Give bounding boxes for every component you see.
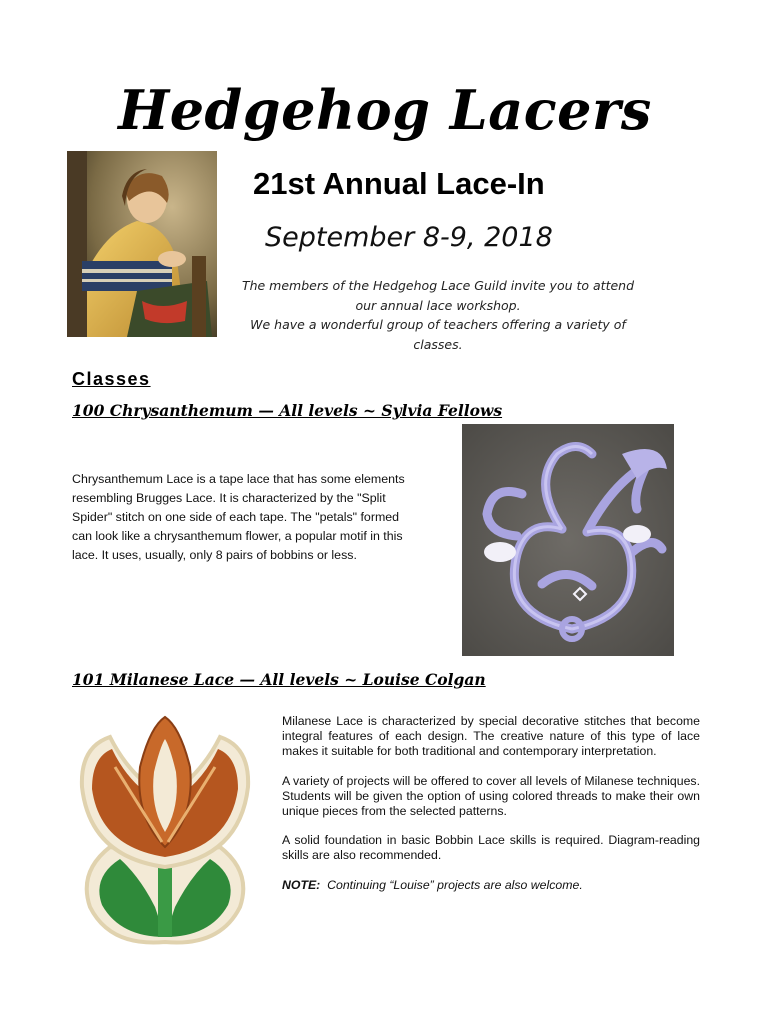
intro-line: The members of the Hedgehog Lace Guild invite you to attend: [241, 278, 635, 293]
description-paragraph: A variety of projects will be offered to cover all levels of Milanese techniques. Students will be given the option of using colored threads to make their own unique pieces from the selected patterns.: [282, 773, 700, 819]
intro-line: classes.: [413, 336, 463, 352]
intro-line: our annual lace workshop.: [355, 297, 521, 313]
classes-heading: Classes: [72, 369, 151, 389]
class-title-milanese: 101 Milanese Lace — All levels ~ Louise Colgan: [72, 670, 486, 689]
class-title-chrysanthemum: 100 Chrysanthemum — All levels ~ Sylvia Fellows: [72, 401, 503, 420]
milanese-tulip-lace-image: [70, 707, 260, 951]
lacemaker-painting-image: [67, 151, 217, 337]
event-date: September 8-9, 2018: [265, 222, 553, 253]
class-description-chrysanthemum: Chrysanthemum Lace is a tape lace that has some elements resembling Brugges Lace. It is characterized by the "Split Spider" stitch on one side of each tape. The "petals" formed can look like a chrysanthemum flower, a popular motif in this lace. It uses, usually, only 8 pairs of bobbins or less.: [72, 472, 405, 562]
page-title: Hedgehog Lacers: [118, 78, 652, 142]
class-description-milanese: [282, 714, 700, 907]
description-paragraph: Milanese Lace is characterized by special decorative stitches that become integral features of each design. The creative nature of this type of lace makes it suitable for both traditional and contemporary interpretation.: [282, 714, 700, 759]
description-paragraph: A solid foundation in basic Bobbin Lace skills is required. Diagram-reading skills are also recommended.: [282, 833, 700, 863]
note-label: NOTE:: [282, 877, 321, 892]
event-name: 21st Annual Lace-In: [253, 166, 545, 201]
note-paragraph: [282, 878, 700, 893]
intro-text: [238, 276, 638, 354]
note-text: Continuing “Louise” projects are also welcome.: [327, 877, 583, 892]
chrysanthemum-lace-image: [462, 424, 674, 656]
intro-line: We have a wonderful group of teachers offering a variety of: [250, 317, 626, 332]
